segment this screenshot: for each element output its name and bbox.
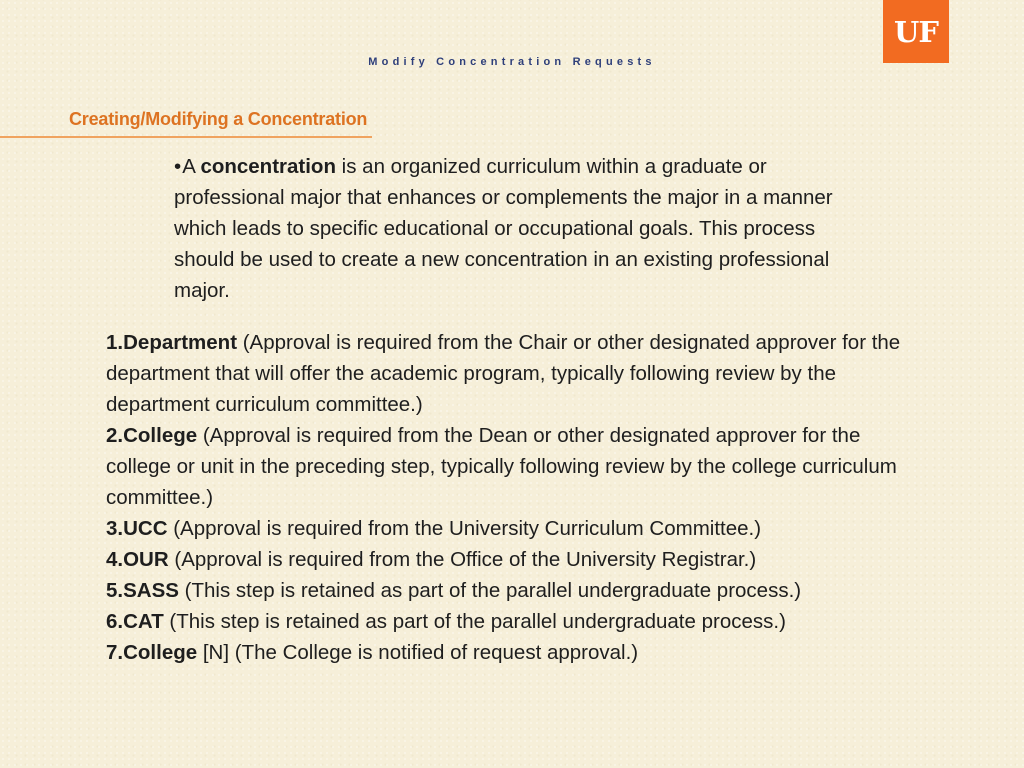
- step-item: [106, 575, 916, 606]
- step-name: UCC: [123, 517, 168, 540]
- intro-text: is an organized curriculum within a graduate or professional major that enhances or complements the major in a manner which leads to specific educational or occupational goals. This process should be used to create a new concentration in an existing professional major.: [174, 155, 833, 302]
- step-name: Department: [123, 331, 238, 354]
- step-number: 3.: [106, 517, 124, 540]
- slide-header-title: Modify Concentration Requests: [368, 56, 656, 68]
- step-name: CAT: [123, 610, 164, 633]
- bullet-icon: •: [174, 155, 182, 178]
- intro-term: concentration: [200, 155, 336, 178]
- step-name: OUR: [123, 548, 169, 571]
- step-text: (Approval is required from the Dean or other designated approver for the college or unit in the preceding step, typically following review by the college curriculum committee.): [106, 424, 897, 509]
- step-name: College: [123, 424, 198, 447]
- approval-steps-list: [106, 327, 916, 668]
- step-number: 2.: [106, 424, 124, 447]
- step-text: (This step is retained as part of the parallel undergraduate process.): [163, 610, 786, 633]
- step-name: College: [123, 641, 198, 664]
- section-heading: Creating/Modifying a Concentration: [69, 109, 368, 129]
- step-name: SASS: [123, 579, 179, 602]
- step-text: (This step is retained as part of the parallel undergraduate process.): [178, 579, 802, 602]
- intro-lead: A: [182, 155, 201, 178]
- uf-logo-text: UF: [894, 14, 938, 49]
- uf-logo: [883, 0, 949, 63]
- step-text: (Approval is required from the University Curriculum Committee.): [167, 517, 762, 540]
- step-text: [N] (The College is notified of request approval.): [197, 641, 639, 664]
- step-item: [106, 327, 916, 420]
- step-item: [106, 637, 916, 668]
- step-number: 1.: [106, 331, 124, 354]
- step-item: [106, 420, 916, 513]
- step-text: (Approval is required from the Office of the University Registrar.): [168, 548, 757, 571]
- heading-divider: [0, 136, 372, 138]
- step-text: (Approval is required from the Chair or other designated approver for the department that will offer the academic program, typically following review by the department curriculum committee.): [106, 331, 901, 416]
- step-number: 4.: [106, 548, 124, 571]
- step-item: [106, 513, 916, 544]
- step-number: 5.: [106, 579, 124, 602]
- step-number: 6.: [106, 610, 124, 633]
- intro-paragraph: [174, 151, 864, 306]
- step-number: 7.: [106, 641, 124, 664]
- step-item: [106, 544, 916, 575]
- step-item: [106, 606, 916, 637]
